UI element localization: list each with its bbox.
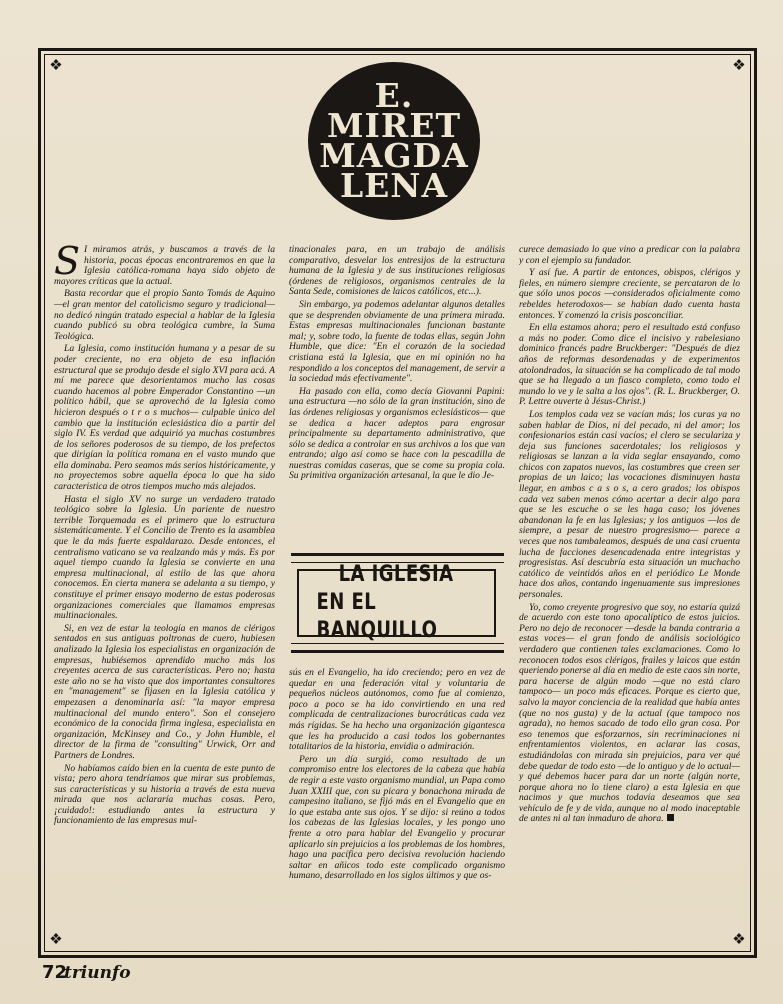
article-column-2-top	[289, 245, 505, 545]
corner-ornament-icon: ❖	[49, 58, 63, 74]
article-headline-box	[291, 553, 504, 653]
paragraph: S I miramos atrás, y buscamos a través de la historia, pocas épocas encontraremos en que la Iglesia católica-romana haya sido objeto de mayores críticas que la actual.	[54, 245, 275, 287]
paragraph: Los templos cada vez se vacían más; los curas ya no saben hablar de Dios, ni del pecado, ni del amor; los confesionarios están casi vacíos; el clero se seculariza y deja sus funciones sacerdotales; los religiosos y religiosas se lanzan a la vida seglar ensayando, como chicos con zapatos nuevos, las costumbres que creen ser propias de un laico; las vocaciones disminuyen hasta llegar, en ambos c a s o s, a cero grados; los obispos cada vez saben menos cómo acertar a decir algo para que se les escuche o se les haga caso; los jóvenes abandonan la fe en las Iglesias; y los antiguos —los de siempre, a pesar de nuestro progresismo— parece a veces que nos tambaleamos, después de una casi cruenta lucha de facciones desencadenada entre integristas y progresistas. Así descubría esta situación un muchacho católico de veintidós años en el periódico Le Monde hace dos años, contando ingenuamente sus impresiones personales.	[519, 408, 740, 600]
page-number: 72	[42, 962, 68, 983]
headline-line-1: LA IGLESIA	[339, 562, 454, 587]
corner-ornament-icon: ❖	[49, 932, 63, 948]
paragraph: Yo, como creyente progresivo que soy, no estaría quizá de acuerdo con este tono apocalíptico de estos juicios. Pero no dejo de reconocer —desde la banda contraria a estas voces— el gran fondo de análisis sociológico verdadero que contienen tales exclamaciones. Como lo reconocen todos esos clérigos, frailes y laicos que están queriendo ponerse al día en medio de este caos sin norte, para hacerse de algún modo —que no está claro tampoco— un poco más eficaces. Porque es cierto que, salvo la mayor conciencia de la realidad que había antes (que no nos gusta) y de la actual (que tampoco nos agrada), no hemos sacado de todo ello gran cosa. Por eso tenemos que esforzarnos, sin recriminaciones ni enfrentamientos violentos, en aclarar las cosas, estudiándolas con mirada sin prejuicios, para ver qué debe quedar de todo esto —de lo antiguo y de lo actual— y qué debemos hacer para dar un norte (algún norte, porque ahora no lo tiene claro) a esta Iglesia en que nacimos y que muchos todavía deseamos que sea vehículo de fe y de vida, aunque no al modo inaceptable de antes ni al tan inmaduro de ahora.	[519, 601, 740, 825]
paragraph: Si, en vez de estar la teología en manos de clérigos sentados en sus antiguas poltronas de cuero, hubiesen analizado la Iglesia los especialistas en organización de empresas, hubiésemos aprendido mucho más los creyentes acerca de sus características. Pero no; hasta este año no se ha visto que dos importantes consultores en "management" se fijasen en la Iglesia católica y empezasen a denominarla así: "la mayor empresa multinacional del mundo entero". Son el consejero económico de la conocida firma inglesa, especialista en organización, McKinsey and Co., y John Humble, el director de la firma de "consulting" Urwick, Orr and Partners de Londres.	[54, 622, 275, 761]
paragraph: tinacionales para, en un trabajo de análisis comparativo, desvelar los entresijos de la estructura humana de la Iglesia y de sus instituciones religiosas (órdenes de religiosos, organismos centrales de la Santa Sede, comisiones de laicos católicos, etc...).	[289, 245, 505, 298]
paragraph: Ha pasado con ella, como decía Giovanni Papini: una estructura —no sólo de la gran institución, sino de las órdenes religiosas y organismos eclesiásticos— que se dedica a hacer adeptos para engrosar principalmente su departamento administrativo, que sólo se dedica a controlar en sus archivos a los que van entrando; algo así como se hace con la pescadilla de nuestras comidas caseras, que se come su propia cola. Su primitiva organización artesanal, la que le dio Je-	[289, 385, 505, 482]
paragraph: Hasta el siglo XV no surge un verdadero tratado teológico sobre la Iglesia. Un pariente de nuestro terrible Torquemada es el primero que lo estructura sistemáticamente. Y el Concilio de Trento es la asamblea que le da más fuerte espaldarazo. Desde entonces, el centralismo vaticano se va realzando más y más. Es por aquel tiempo cuando la Iglesia se convierte en una empresa multinacional, al estilo de las que ahora conocemos. En cierta manera se adelanta a su tiempo, y constituye el primer ensayo moderno de estas poderosas organizaciones comerciales que llamamos empresas multinacionales.	[54, 493, 275, 622]
author-byline-badge	[308, 62, 480, 220]
author-line: LENA	[339, 166, 449, 205]
paragraph: Sin embargo, ya podemos adelantar algunos detalles que se desprenden obviamente de una primera mirada. Estas empresas multinacionales funcionan bastante mal; y, sobre todo, la fuente de todas ellas, según John Humble, que dice: "En el corazón de la sociedad cristiana está la Iglesia, que en mi opinión no ha respondido a los conceptos del management, de servir a la sociedad más efectivamente".	[289, 298, 505, 385]
author-line: MAGDA	[319, 136, 469, 175]
author-line: MIRET	[326, 106, 462, 145]
end-of-article-mark	[667, 814, 674, 821]
paragraph: Pero un día surgió, como resultado de un compromiso entre los electores de la cabeza que había de regir a este vasto organismo mundial, un Papa como Juan XXIII que, con su picara y bonachona mirada de campesino italiano, se fijó más en el Evangelio que en lo que estaba ante sus ojos. Y se dijo: si reúno a todos los cabezas de las Iglesias locales, y les pongo uno frente a otro para hablar del Evangelio y procurar aplicarlo sin prejuicios a los problemas de los hombres, hago una pacífica pero decisiva revolución haciendo saltar en añicos todo este complicado organismo humano, desarrollado en los siglos últimos y que os-	[289, 753, 505, 882]
paragraph: curece demasiado lo que vino a predicar con la palabra y con el ejemplo su fundador.	[519, 245, 740, 266]
paragraph: Y así fue. A partir de entonces, obispos, clérigos y fieles, en número siempre creciente, se percataron de lo que sólo unos pocos —considerados oficialmente como rebeldes heterodoxos— se habían dado cuenta hasta entonces. Y comenzó la crisis posconciliar.	[519, 267, 740, 321]
article-column-1	[54, 245, 275, 940]
paragraph: sús en el Evangelio, ha ido creciendo; pero en vez de quedar en una federación vital y voluntaria de pequeños núcleos autónomos, como fue al comienzo, poco a poco se ha ido convirtiendo en una red complicada de centralizaciones burocráticas cada vez más rígidas. Se ha hecho una organización gigantesca que les ha producido a casi todos los gobernantes totalitarios de la historia, envidia o admiración.	[289, 668, 505, 753]
author-line: E.	[374, 76, 414, 115]
publication-logo: triunfo	[64, 963, 131, 983]
headline-line-2: EN EL BANQUILLO	[316, 590, 438, 643]
article-column-2-bottom	[289, 668, 505, 940]
drop-cap: S	[54, 245, 81, 283]
paragraph: En ella estamos ahora; pero el resultado está confuso a más no poder. Como dice el incisivo y rabelesiano dominico francés padre Bruckberger: "Después de diez años de reformas desordenadas y de experimentos atolondrados, la situación se ha complicado de tal modo que se ha llegado a un fiasco completo, como todo el mundo lo ve y le salta a los ojos". (R. L. Bruckberger, O. P. Lettre ouverte à Jésus-Christ.)	[519, 322, 740, 408]
headline-rule-bottom	[291, 643, 504, 653]
corner-ornament-icon: ❖	[732, 58, 746, 74]
paragraph: No habíamos caído bien en la cuenta de este punto de vista; pero ahora tendríamos que mirar sus problemas, sus características y su historia a través de esta nueva mirada que nos aclararía muchas cosas. Pero, ¡cuidado!: estudiando antes la estructura y funcionamiento de las empresas mul-	[54, 762, 275, 827]
corner-ornament-icon: ❖	[732, 932, 746, 948]
article-column-3	[519, 245, 740, 940]
paragraph: La Iglesia, como institución humana y a pesar de su poder creciente, no era objeto de esa inflación estructural que se produjo desde el siglo XVI para acá. A mí me parece que desorientamos mucho las cosas cuando hacemos al pobre Emperador Constantino —un político hábil, que se aprovechó de la Iglesia como hicieron después o t r o s muchos— culpable único del cambio que la institución eclesiástica dio a partir del siglo IV. Es verdad que adquirió ya muchas costumbres de los señores poderosos de su tiempo, de los prefectos que dirigían la política romana en el vasto mundo que ella dominaba. Pero seamos más serios históricamente, y no proyectemos sobre aquella época lo que ha sido característica de otros tiempos mucho más alejados.	[54, 343, 275, 493]
paragraph: Basta recordar que el propio Santo Tomás de Aquino —el gran mentor del catolicismo seguro y tradicional— no dedicó ningún tratado especial a hablar de la Iglesia cuando publicó su obra teológica cumbre, la Suma Teológica.	[54, 288, 275, 342]
headline-frame	[297, 562, 496, 643]
